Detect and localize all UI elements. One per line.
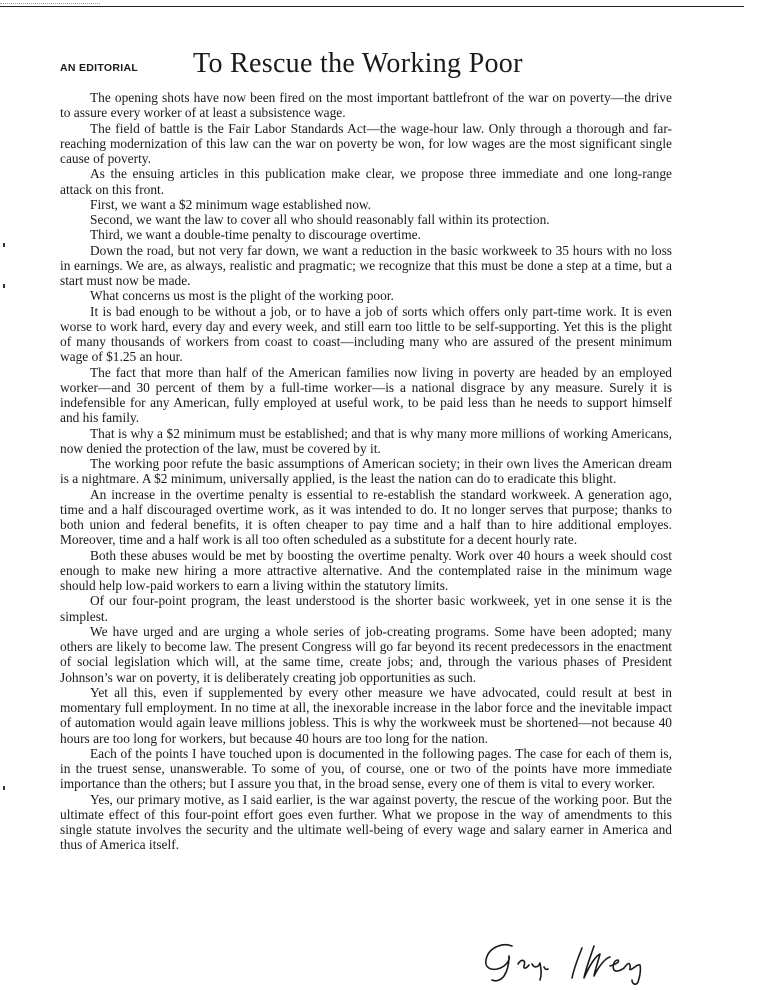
margin-mark [3,786,5,790]
paragraph: An increase in the overtime penalty is essential to re-establish the standard workweek. A generation ago, time and a half discouraged overtime work, as it was intended to do. It no longer serves that purpose; thanks to both union and federal benefits, it is often cheaper to pay time and a half than to hire additional employes. Moreover, time and a half work is all too often scheduled as a substitute for a decent hourly rate. [60,486,672,548]
paragraph: What concerns us most is the plight of the working poor. [90,288,394,304]
paragraph: The working poor refute the basic assumptions of American society; in their own lives the American dream is a nightmare. A $2 minimum, universally applied, is the least the nation can do to eradicate this blight. [60,456,672,487]
paragraph: Yet all this, even if supplemented by every other measure we have advocated, could result at best in momentary full employment. In no time at all, the inexorable increase in the labor force and the inevitable impact of automation would again leave millions jobless. This is why the workweek must be shortened—not because 40 hours are too long for workers, but because 40 hours are too long for the nation. [60,684,672,746]
paragraph: Yes, our primary motive, as I said earlier, is the war against poverty, the rescue of the working poor. But the ultimate effect of this four-point effort goes even further. What we propose in the way of amendments to this single statute involves the security and the ultimate well-being of every wage and salary earner in America and thus of America itself. [60,791,672,853]
paragraph: Of our four-point program, the least understood is the shorter basic workweek, yet in one sense it is the simplest. [60,593,672,624]
paragraph: The fact that more than half of the American families now living in poverty are headed by an employed worker—and 30 percent of them by a full-time worker—is a national disgrace by any measure. Surely it is indefensible for any American, fully employed at useful work, to be paid less than he needs to support himself and his family. [60,364,672,426]
paragraph: It is bad enough to be without a job, or to have a job of sorts which offers only part-time work. It is even worse to work hard, every day and every week, and still earn too little to be self-supporting. Yet this is the plight of many thousands of workers from coast to coast—including many who are assured of the present minimum wage of $1.25 an hour. [60,303,672,365]
paragraph: Each of the points I have touched upon is documented in the following pages. The case for each of them is, in the truest sense, unanswerable. To some of you, of course, one or two of the points have more immediate importance than the others; but I assure you that, in the broad sense, every one of them is vital to every worker. [60,745,672,792]
paragraph: Down the road, but not very far down, we want a reduction in the basic workweek to 35 hours with no loss in earnings. We are, as always, realistic and pragmatic; we recognize that this must be done a step at a time, but a start must now be made. [60,242,672,288]
handwritten-signature [482,938,672,986]
editorial-body [60,90,672,853]
paragraph: Both these abuses would be met by boosting the overtime penalty. Work over 40 hours a week should cost enough to make new hiring a more attractive alternative. And the contemplated raise in the minimum wage should help low-paid workers to earn a living within the statutory limits. [60,547,672,593]
paragraph: That is why a $2 minimum must be established; and that is why many more millions of working Americans, now denied the protection of the law, must be covered by it. [60,425,672,456]
top-rule [0,6,744,7]
paragraph: First, we want a $2 minimum wage established now. [90,196,372,212]
paragraph: Second, we want the law to cover all who should reasonably fall within its protection. [90,212,550,227]
paragraph: Third, we want a double-time penalty to discourage overtime. [90,227,421,243]
margin-mark [3,243,5,247]
top-edge-fragment [0,0,100,4]
paragraph: We have urged and are urging a whole series of job-creating programs. Some have been adopted; many others are likely to become law. The present Congress will go far beyond its recent predecessors in the enactment of social legislation which will, at the same time, create jobs; and, through the various phases of President Johnson’s war on poverty, it is deliberately creating job opportunities as such. [60,623,672,685]
paragraph: The field of battle is the Fair Labor Standards Act—the wage-hour law. Only through a thorough and far-reaching modernization of this law can the war on poverty be won, for low wages are the most significant single cause of poverty. [60,120,672,166]
signature-drawing [482,938,672,986]
page-title: To Rescue the Working Poor [193,48,523,79]
paragraph: As the ensuing articles in this publication make clear, we propose three immediate and one long-range attack on this front. [60,166,672,197]
kicker-label: AN EDITORIAL [60,62,139,74]
editorial-header [60,50,680,86]
margin-mark [3,284,5,288]
paragraph: The opening shots have now been fired on the most important battlefront of the war on poverty—the drive to assure every worker of at least a subsistence wage. [60,90,672,121]
